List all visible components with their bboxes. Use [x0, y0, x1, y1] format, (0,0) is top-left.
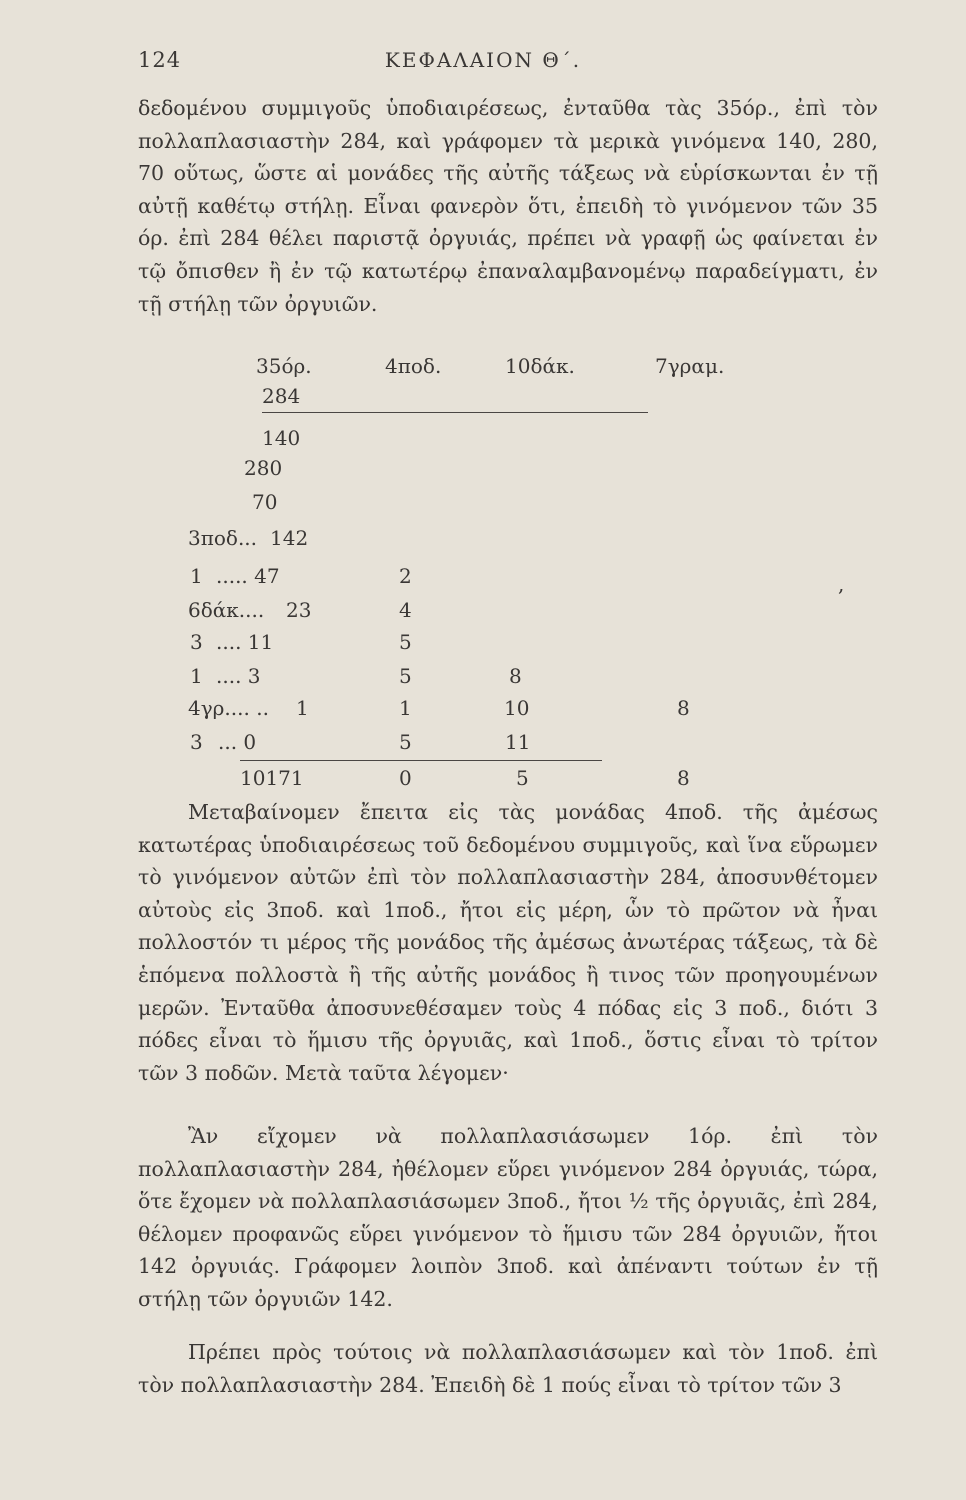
calc-row-value: 142 [270, 526, 309, 550]
calc-total-daktyloi: 5 [516, 766, 529, 790]
calc-row-podes: 4 [399, 598, 412, 622]
calc-row-daktyloi: 10 [504, 696, 530, 720]
calc-row-label: 6δάκ.... [188, 598, 265, 622]
calc-top-rule [262, 412, 648, 413]
calc-row-grammai: 8 [677, 696, 690, 720]
paragraph-2: Μεταβαίνομεν ἔπειτα εἰς τὰς μονάδας 4ποδ. τῆς ἀμέσως κατωτέρας ὑποδιαιρέσεως τοῦ δεδομένου συμμιγοῦς, καὶ ἵνα εὕρωμεν τὸ γινόμενον αὐτῶν ἐπὶ τὸν πολλαπλασιαστὴν 284, ἀποσυνθέτομεν αὐτοὺς εἰς 3ποδ. καὶ 1ποδ., ἤτοι εἰς μέρη, ὧν τὸ πρῶτον νὰ ἦναι πολλοστόν τι μέρος τῆς μονάδος τῆς ἀμέσως ἀνωτέρας τάξεως, τὰ δὲ ἑπόμενα πολλοστὰ ἢ τῆς αὐτῆς μονάδος ἢ τινος τῶν προηγουμένων μερῶν. Ἐνταῦθα ἀποσυνεθέσαμεν τοὺς 4 πόδας εἰς 3 ποδ., διότι 3 πόδες εἶναι τὸ ἥμισυ τῆς ὀργυιᾶς, καὶ 1ποδ., ὅστις εἶναι τὸ τρίτον τῶν 3 ποδῶν. Μετὰ ταῦτα λέγομεν· [138, 800, 878, 1085]
calc-row-value: 23 [286, 598, 312, 622]
calc-row-value: .... 11 [216, 630, 274, 654]
calc-row-daktyloi: 11 [505, 730, 531, 754]
calc-row-podes: 5 [399, 730, 412, 754]
calc-header-daktyloi: 10δάκ. [505, 354, 575, 378]
calc-row-label: 3 [190, 630, 203, 654]
calc-row-podes: 5 [399, 664, 412, 688]
chapter-title: ΚΕΦΑΛΑΙΟΝ Θ΄. [384, 48, 582, 72]
calc-partial-70: 70 [252, 490, 278, 514]
calc-row-value: 1 [296, 696, 309, 720]
calc-row-label: 1 [190, 664, 203, 688]
calc-row-value: .... 3 [216, 664, 261, 688]
calc-total-podes: 0 [399, 766, 412, 790]
calc-total-rule [240, 760, 602, 761]
calc-row-label: 1 [190, 564, 203, 588]
calc-row-podes: 2 [399, 564, 412, 588]
multiplication-example [0, 348, 966, 798]
calc-total-grammai: 8 [677, 766, 690, 790]
paragraph-3: Ἂν εἴχομεν νὰ πολλαπλασιάσωμεν 1όρ. ἐπὶ τὸν πολλαπλασιαστὴν 284, ἠθέλομεν εὕρει γινόμενον 284 ὀργυιάς, τώρα, ὅτε ἔχομεν νὰ πολλαπλασιάσωμεν 3ποδ., ἤτοι ½ τῆς ὀργυιᾶς, ἐπὶ 284, θέλομεν προφανῶς εὕρει γινόμενον τὸ ἥμισυ τῶν 284 ὀργυιῶν, ἤτοι 142 ὀργυιάς. Γράφομεν λοιπὸν 3ποδ. καὶ ἀπέναντι τούτων ἐν τῇ στήλῃ τῶν ὀργυιῶν 142. [138, 1124, 878, 1311]
paragraph-4: Πρέπει πρὸς τούτοις νὰ πολλαπλασιάσωμεν καὶ τὸν 1ποδ. ἐπὶ τὸν πολλαπλασιαστὴν 284. Ἐπειδὴ δὲ 1 πούς εἶναι τὸ τρίτον τῶν 3 [138, 1340, 878, 1397]
calc-row-value: ..... 47 [216, 564, 280, 588]
calc-row-label: 3 [190, 730, 203, 754]
calc-header-grammai: 7γραμ. [655, 354, 725, 378]
calc-header-podes: 4ποδ. [385, 354, 442, 378]
calc-row-daktyloi: 8 [509, 664, 522, 688]
page-header [0, 40, 966, 80]
calc-header-orgyies: 35όρ. [256, 354, 312, 378]
calc-row-value: ... 0 [218, 730, 257, 754]
page-number: 124 [138, 48, 182, 72]
paragraph-1: δεδομένου συμμιγοῦς ὑποδιαιρέσεως, ἐνταῦθα τὰς 35όρ., ἐπὶ τὸν πολλαπλασιαστὴν 284, καὶ γράφομεν τὰ μερικὰ γινόμενα 140, 280, 70 οὕτως, ὥστε αἱ μονάδες τῆς αὐτῆς τάξεως νὰ εὑρίσκωνται ἐν τῇ αὐτῇ καθέτῳ στήλῃ. Εἶναι φανερὸν ὅτι, ἐπειδὴ τὸ γινόμενον τῶν 35 όρ. ἐπὶ 284 θέλει παριστᾷ ὀργυιάς, πρέπει νὰ γραφῇ ὡς φαίνεται ἐν τῷ ὄπισθεν ἢ ἐν τῷ κατωτέρῳ ἐπαναλαμβανομένῳ παραδείγματι, ἐν τῇ στήλῃ τῶν ὀργυιῶν. [138, 96, 878, 316]
calc-row-label: 3ποδ... [188, 526, 258, 550]
calc-partial-280: 280 [244, 456, 283, 480]
calc-total-orgyies: 10171 [240, 766, 304, 790]
calc-multiplier: 284 [262, 384, 301, 408]
calc-partial-140: 140 [262, 426, 301, 450]
stray-comma-mark: , [838, 572, 845, 596]
calc-row-podes: 1 [399, 696, 412, 720]
calc-row-podes: 5 [399, 630, 412, 654]
calc-row-label: 4γρ.... .. [188, 696, 269, 720]
